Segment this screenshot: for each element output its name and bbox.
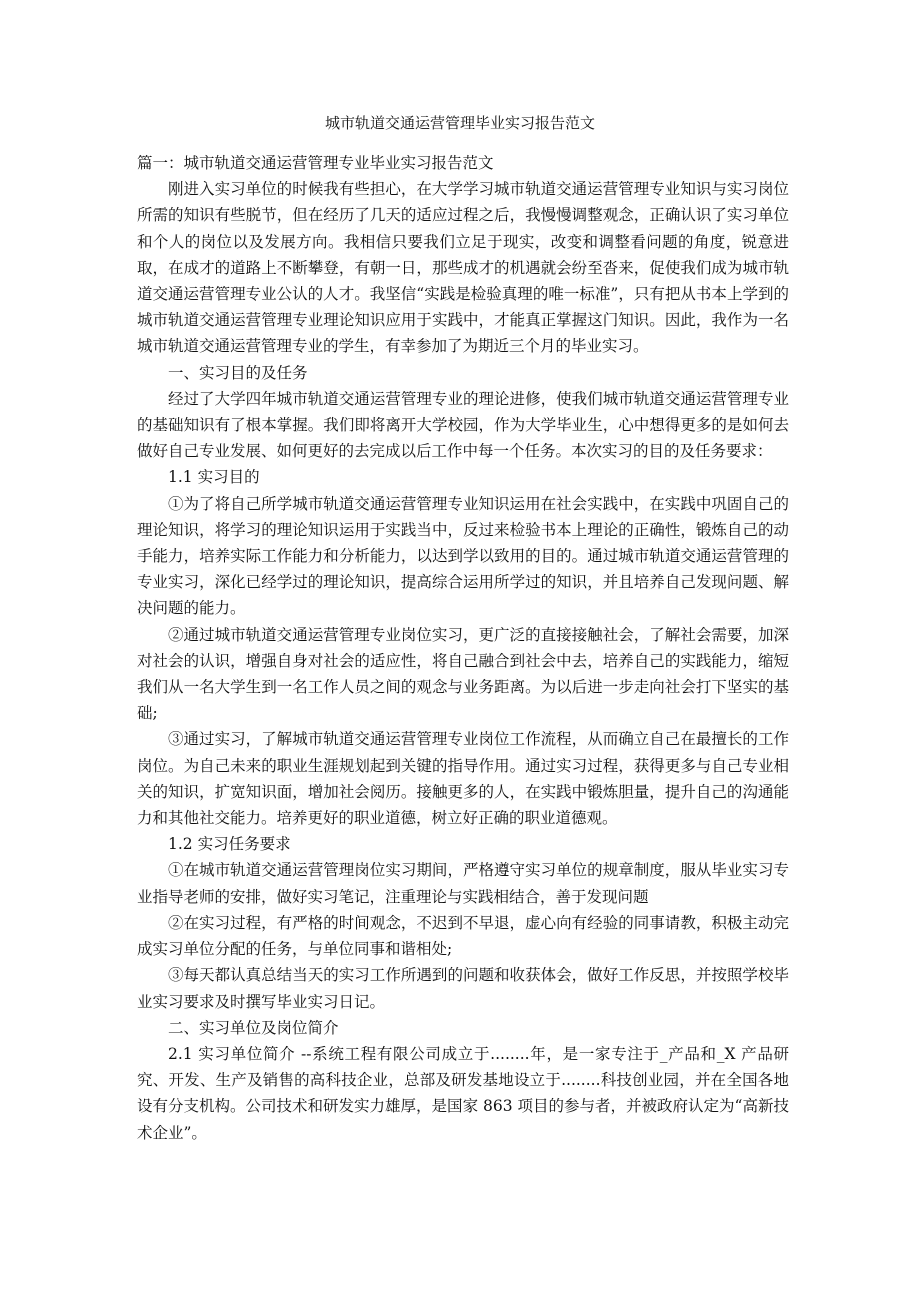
section-heading-purpose: 一、实习目的及任务 <box>168 363 308 382</box>
section-intro-paragraph: 经过了大学四年城市轨道交通运营管理专业的理论进修，使我们城市轨道交通运营管理专业的基础知识有了根本掌握。我们即将离开大学校园，作为大学毕业生，心中想得更多的是如何去做好自己专业发展、如何更好的去完成以后工作中每一个任务。本次实习的目的及任务要求： <box>137 389 789 461</box>
purpose-item-2: ②通过城市轨道交通运营管理专业岗位实习，更广泛的直接接触社会，了解社会需要，加深对社会的认识，增强自身对社会的适应性，将自己融合到社会中去，培养自己的实践能力，缩短我们从一名大学生到一名工作人员之间的观念与业务距离。为以后进一步走向社会打下坚实的基础; <box>137 625 789 723</box>
purpose-item-3: ③通过实习，了解城市轨道交通运营管理专业岗位工作流程，从而确立自己在最擅长的工作岗位。为自己未来的职业生涯规划起到关键的指导作用。通过实习过程，获得更多与自己专业相关的知识，扩宽知识面，增加社会阅历。接触更多的人，在实践中锻炼胆量，提升自己的沟通能力和其他社交能力。培养更好的职业道德，树立好正确的职业道德观。 <box>137 730 789 828</box>
document-body <box>137 150 789 1146</box>
task-item-2: ②在实习过程，有严格的时间观念，不迟到不早退，虚心向有经验的同事请教，积极主动完成实习单位分配的任务，与单位同事和谐相处; <box>137 913 789 959</box>
subsection-heading-purpose: 1.1 实习目的 <box>168 468 260 487</box>
document-title: 城市轨道交通运营管理毕业实习报告范文 <box>324 114 595 132</box>
company-intro-paragraph: 2.1 实习单位简介 --系统工程有限公司成立于........年，是一家专注于_产品和_X 产品研究、开发、生产及销售的高科技企业，总部及研发基地设立于........科技创业园，并在全国各地设有分支机构。公司技术和研发实力雄厚，是国家 863 项目的参与者，并被政府认定为“高新技术企业”。 <box>137 1044 789 1142</box>
task-item-3: ③每天都认真总结当天的实习工作所遇到的问题和收获体会，做好工作反思，并按照学校毕业实习要求及时撰写毕业实习日记。 <box>137 966 789 1011</box>
task-item-1: ①在城市轨道交通运营管理岗位实习期间，严格遵守实习单位的规章制度，服从毕业实习专业指导老师的安排，做好实习笔记，注重理论与实践相结合，善于发现问题 <box>137 861 789 906</box>
chapter-heading: 篇一：城市轨道交通运营管理专业毕业实习报告范文 <box>137 154 494 172</box>
subsection-heading-tasks: 1.2 实习任务要求 <box>168 835 291 854</box>
section-heading-company: 二、实习单位及岗位简介 <box>168 1018 339 1037</box>
intro-paragraph: 刚进入实习单位的时候我有些担心，在大学学习城市轨道交通运营管理专业知识与实习岗位所需的知识有些脱节，但在经历了几天的适应过程之后，我慢慢调整观念，正确认识了实习单位和个人的岗位以及发展方向。我相信只要我们立足于现实，改变和调整看问题的角度，锐意进取，在成才的道路上不断攀登，有朝一日，那些成才的机遇就会纷至沓来，促使我们成为城市轨道交通运营管理专业公认的人才。我坚信“实践是检验真理的唯一标准”，只有把从书本上学到的城市轨道交通运营管理专业理论知识应用于实践中，才能真正掌握这门知识。因此，我作为一名城市轨道交通运营管理专业的学生，有幸参加了为期近三个月的毕业实习。 <box>137 180 789 356</box>
purpose-item-1: ①为了将自己所学城市轨道交通运营管理专业知识运用在社会实践中，在实践中巩固自己的理论知识，将学习的理论知识运用于实践当中，反过来检验书本上理论的正确性，锻炼自己的动手能力，培养实际工作能力和分析能力，以达到学以致用的目的。通过城市轨道交通运营管理的专业实习，深化已经学过的理论知识，提高综合运用所学过的知识，并且培养自己发现问题、解决问题的能力。 <box>137 494 789 618</box>
